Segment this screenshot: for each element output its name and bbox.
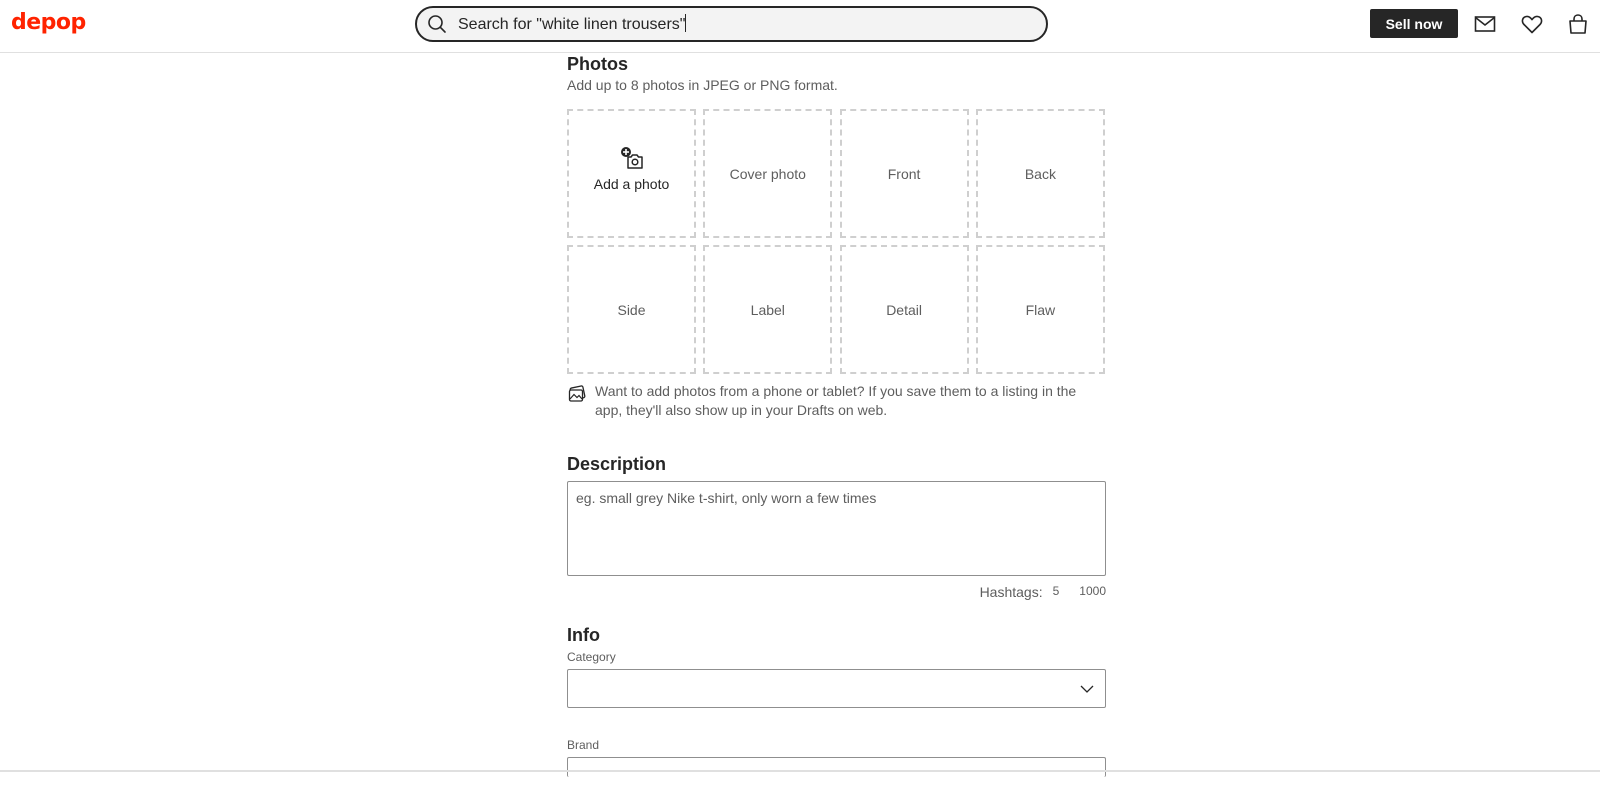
photo-slot[interactable] xyxy=(840,245,969,374)
sell-now-button[interactable]: Sell now xyxy=(1370,9,1458,38)
bag-icon[interactable] xyxy=(1565,11,1591,37)
photo-slot-label: Cover photo xyxy=(729,165,806,182)
hashtags-label: Hashtags: xyxy=(979,584,1043,600)
photo-slot[interactable] xyxy=(840,109,969,238)
photo-slot-label: Back xyxy=(1024,165,1056,182)
add-photo-icon xyxy=(619,145,645,174)
brand-label: Brand xyxy=(567,738,600,752)
search-input[interactable]: Search for "white linen trousers" xyxy=(458,16,686,33)
info-title: Info xyxy=(567,625,600,645)
mail-icon[interactable] xyxy=(1472,11,1498,37)
chevron-down-icon xyxy=(1079,681,1095,697)
photos-title: Photos xyxy=(567,54,628,74)
category-label: Category xyxy=(567,650,616,664)
mobile-photos-tip xyxy=(567,382,1106,420)
text-caret xyxy=(685,14,686,32)
search-icon xyxy=(426,13,448,35)
photos-stack-icon xyxy=(567,384,589,406)
photo-slot-label: Add a photo xyxy=(593,176,670,192)
tip-text: Want to add photos from a phone or tablet? If you save them to a listing in the app, they'll also show up in your Drafts on web. xyxy=(595,383,1077,418)
description-title: Description xyxy=(567,454,667,474)
brand-select[interactable] xyxy=(567,757,1106,777)
photo-slot[interactable] xyxy=(703,109,832,238)
top-header xyxy=(0,0,1600,53)
photos-subtitle: Add up to 8 photos in JPEG or PNG format. xyxy=(567,77,838,93)
viewport-bottom-divider xyxy=(0,770,1600,772)
description-input[interactable] xyxy=(567,481,1106,576)
photo-slot-label: Flaw xyxy=(1025,301,1056,318)
category-select[interactable] xyxy=(567,669,1106,708)
heart-icon[interactable] xyxy=(1519,11,1545,37)
photo-slot-label: Side xyxy=(617,301,646,318)
hashtags-count: 5 xyxy=(1052,584,1060,598)
photo-slot[interactable] xyxy=(703,245,832,374)
add-photo-slot[interactable] xyxy=(567,109,696,238)
photo-slot-label: Front xyxy=(887,165,921,182)
photo-slot[interactable] xyxy=(567,245,696,374)
photo-slot-label: Detail xyxy=(886,301,922,318)
photo-grid xyxy=(567,109,1106,374)
character-count: 1000 xyxy=(1079,584,1106,598)
description-counters xyxy=(980,584,1106,600)
photo-slot[interactable] xyxy=(976,245,1105,374)
depop-logo[interactable]: depop xyxy=(11,10,86,35)
search-bar[interactable] xyxy=(415,6,1048,42)
photo-slot[interactable] xyxy=(976,109,1105,238)
photo-slot-label: Label xyxy=(750,301,785,318)
